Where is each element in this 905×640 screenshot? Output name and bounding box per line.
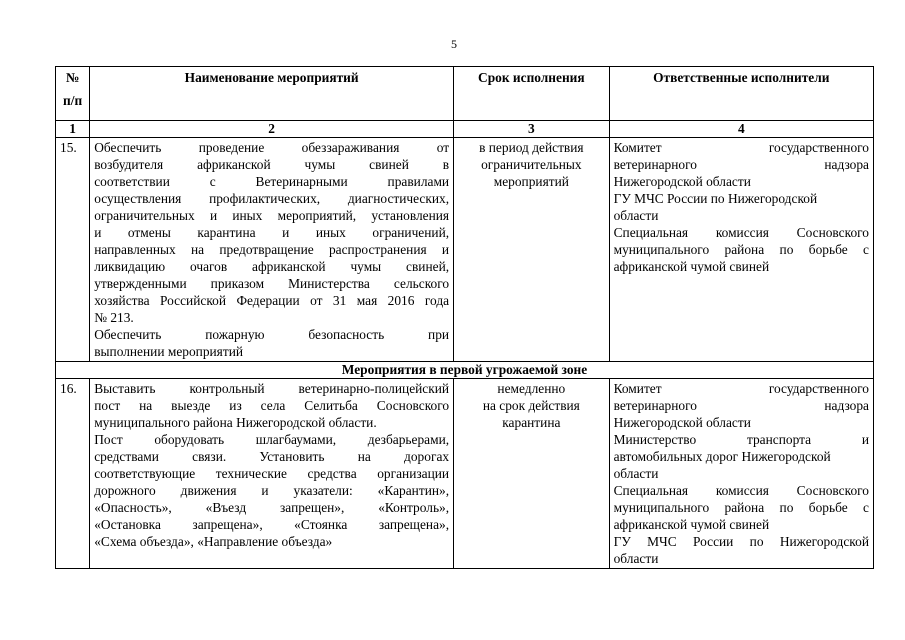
row-measure-name: Обеспечить проведение обеззараживания от возбудителя африканской чумы свиней в соответствии с Ветеринарными правилами осуществления профилактических, диагностических, ограничительных и иных мероприятий, установления и отмены карантина и иных ограничений, направленных на предотвращение распространения и ликвидацию очагов африканской чумы свиней, утвержденными приказом Министерства сельского хозяйства Российской Федерации от 31 мая 2016 года № 213. Обеспечить пожарную безопасность при выполнении мероприятий (90, 138, 454, 362)
row-responsible: Комитет государственного ветеринарного надзора Нижегородской области Министерство транспорта и автомобильных дорог Нижегородской области Специальная комиссия Сосновского муниципального района по борьбе с африканской чумой свиней ГУ МЧС России по Нижегородской области (609, 379, 873, 569)
column-number: 1 (56, 121, 90, 138)
page-number: 5 (451, 37, 457, 51)
column-numbers-row (56, 121, 874, 138)
section-row (56, 362, 874, 379)
column-number: 3 (454, 121, 610, 138)
header-term: Срок исполнения (454, 67, 610, 121)
header-responsible: Ответственные исполнители (609, 67, 873, 121)
row-term: в период действия ограничительных мероприятий (454, 138, 610, 362)
table-header-row (56, 67, 874, 121)
column-number: 2 (90, 121, 454, 138)
row-number: 15. (56, 138, 90, 362)
row-measure-name: Выставить контрольный ветеринарно-полицейский пост на выезде из села Селитьба Сосновского муниципального района Нижегородской области. Пост оборудовать шлагбаумами, дезбарьерами, средствами связи. Установить на дорогах соответствующие технические средства организации дорожного движения и указатели: «Карантин», «Опасность», «Въезд запрещен», «Контроль», «Остановка запрещена», «Стоянка запрещена», «Схема объезда», «Направление объезда» (90, 379, 454, 569)
table-row (56, 379, 874, 569)
section-title: Мероприятия в первой угрожаемой зоне (56, 362, 874, 379)
row-responsible: Комитет государственного ветеринарного надзора Нижегородской области ГУ МЧС России по Нижегородской области Специальная комиссия Сосновского муниципального района по борьбе с африканской чумой свиней (609, 138, 873, 362)
table-row (56, 138, 874, 362)
row-number: 16. (56, 379, 90, 569)
header-name: Наименование мероприятий (90, 67, 454, 121)
row-term: немедленно на срок действия карантина (454, 379, 610, 569)
header-num: № п/п (56, 67, 90, 121)
column-number: 4 (609, 121, 873, 138)
measures-table (55, 66, 874, 569)
